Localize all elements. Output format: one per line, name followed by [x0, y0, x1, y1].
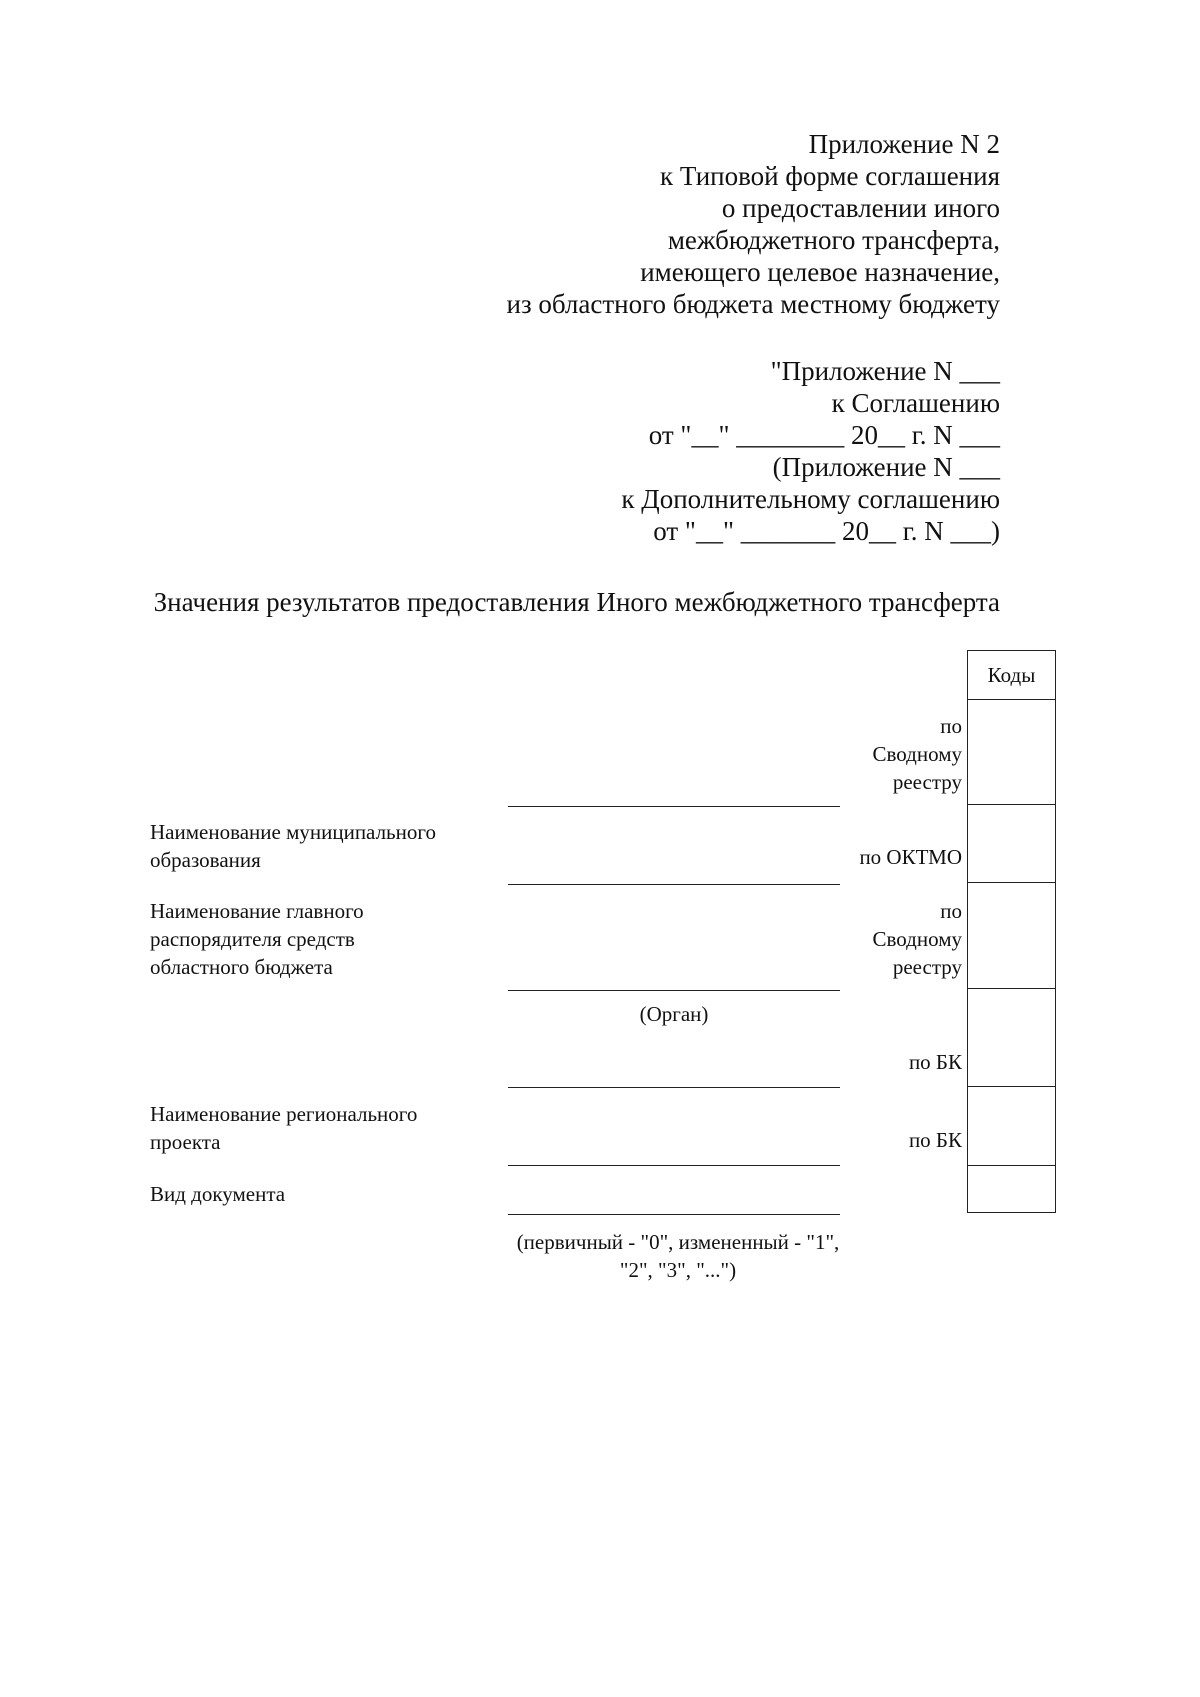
code-label-svodny-reestr: по Сводному реестру	[872, 714, 962, 794]
label-municipality: Наименование муниципального образования	[150, 820, 436, 872]
code-cell-divider	[968, 988, 1055, 989]
codes-header	[967, 650, 1056, 700]
fill-line	[508, 990, 840, 991]
label-regional-project: Наименование регионального проекта	[150, 1102, 418, 1154]
code-label-bk: по БК	[908, 1128, 962, 1152]
agreement-reference	[621, 355, 1000, 547]
document-type-hint: (первичный - "0", измененный - "1", "2", "3", "...")	[516, 1230, 840, 1282]
codes-column	[967, 699, 1056, 1213]
agreement-line: к Дополнительному соглашению	[621, 484, 1000, 514]
document-title: Значения результатов предоставления Иного межбюджетного трансферта	[153, 587, 1000, 617]
fill-line	[508, 1087, 840, 1088]
label-document-type: Вид документа	[150, 1182, 286, 1206]
fill-line	[508, 884, 840, 885]
code-cell-divider	[968, 1086, 1055, 1087]
agreement-line: "Приложение N ___	[770, 356, 1000, 386]
agreement-line: (Приложение N ___	[772, 452, 1000, 482]
agreement-line: от "__" _______ 20__ г. N ___)	[653, 516, 1000, 546]
fill-line	[508, 806, 840, 807]
appendix-line: из областного бюджета местному бюджету	[506, 289, 1000, 319]
label-chief-manager: Наименование главного распорядителя средств областного бюджета	[150, 899, 364, 979]
appendix-line: имеющего целевое назначение,	[640, 257, 1000, 287]
code-label-oktmo: по ОКТМО	[859, 845, 962, 869]
appendix-line: о предоставлении иного	[721, 193, 1000, 223]
code-label-svodny-reestr: по Сводному реестру	[872, 899, 962, 979]
fill-line	[508, 1165, 840, 1166]
code-label-bk: по БК	[908, 1050, 962, 1074]
agreement-line: от "__" ________ 20__ г. N ___	[648, 420, 1000, 450]
codes-header-label: Коды	[987, 663, 1036, 687]
code-cell-divider	[968, 882, 1055, 883]
code-cell-divider	[968, 804, 1055, 805]
appendix-line: к Типовой форме соглашения	[660, 161, 1000, 191]
appendix-line: Приложение N 2	[808, 129, 1000, 159]
fill-line	[508, 1214, 840, 1215]
organ-note: (Орган)	[639, 1002, 709, 1026]
code-cell-divider	[968, 1165, 1055, 1166]
appendix-header	[507, 128, 1001, 320]
agreement-line: к Соглашению	[831, 388, 1000, 418]
appendix-line: межбюджетного трансферта,	[667, 225, 1000, 255]
